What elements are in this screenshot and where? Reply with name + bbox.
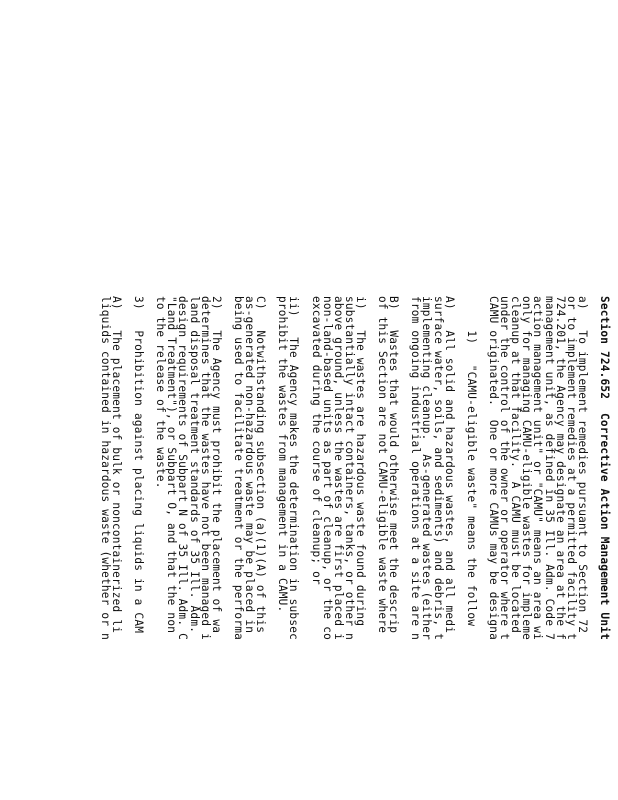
text-line: excavated during the course of cleanup; or <box>309 296 323 585</box>
text-line: above ground, unless the wastes are first placed i <box>331 296 345 640</box>
text-line: non-land-based units as part of cleanup, or the co <box>320 296 334 640</box>
text-line: or to implement remedies at a permitted facility t <box>564 296 578 640</box>
text-line: CAMU originated. One or more CAMUs may be designa <box>487 296 501 640</box>
text-line: i) The wastes are hazardous waste found during <box>353 296 367 627</box>
text-line: C) Notwithstanding subsection (a)(1)(A) of this <box>254 296 268 634</box>
text-line: cleanup at that facility. A CAMU must be located <box>509 296 523 634</box>
text-line: 3) Prohibition against placing liquids in a CAM <box>132 296 146 634</box>
text-line: B) Wastes that would otherwise meet the descrip <box>387 296 401 634</box>
text-line: action management unit" or "CAMU" means an area wi <box>531 296 545 640</box>
paragraph-3A <box>100 296 122 800</box>
text-line: substantially intact containers, tanks, or other n <box>342 296 356 640</box>
text-line: land disposal treatment standards of 35 Ill. Adm. <box>187 296 201 634</box>
text-line: determines that the wastes have not been managed i <box>198 296 212 640</box>
text-line: a) To implement remedies pursuant to Section 72 <box>575 296 589 634</box>
text-line: as-generated non-hazardous waste may be placed in <box>243 296 256 634</box>
text-line: being used to facilitate treatment or the performa <box>231 296 245 640</box>
text-line: 2) The Agency must prohibit the placement of wa <box>209 296 223 634</box>
paragraph-2 <box>155 296 222 800</box>
text-line: only for managing CAMU-eligible wastes for impleme <box>520 296 534 640</box>
text-line: surface water, soils, and sediments) and debris, t <box>431 296 445 640</box>
paragraph-1B <box>377 296 399 800</box>
text-line: to the release of the waste. <box>154 296 168 489</box>
section-heading: Section 724.652 Corrective Action Management Unit <box>598 296 611 640</box>
text-line: A) The placement of bulk or noncontainerized li <box>109 296 123 634</box>
rotated-text-block <box>100 296 610 800</box>
text-line: of this Section are not CAMU-eligible waste where <box>376 296 390 634</box>
text-line: liquids contained in hazardous waste (whether or n <box>98 296 112 640</box>
text-line: prohibit the wastes from management in a CAMU. <box>276 296 290 613</box>
paragraph-1A <box>410 296 454 800</box>
text-line: 724.201, the Agency may designate an area at the f <box>553 296 567 640</box>
text-line: ii) The Agency makes the determination in subsec <box>287 296 301 640</box>
text-line: under the control of the owner or operator where t <box>498 296 512 640</box>
paragraph-3 <box>133 296 144 800</box>
text-line: A) All solid and hazardous wastes, and all medi <box>442 296 456 634</box>
paragraph-1Bii <box>277 296 299 800</box>
paragraph-1Bi <box>310 296 365 800</box>
text-line: management unit, as defined in 35 Ill. Adm. Code 7 <box>542 296 556 640</box>
text-line: design requirements of Subpart N of 35 Ill. Adm. C <box>176 296 190 640</box>
text-line: 1) "CAMU-eligible waste" means the follow <box>464 296 478 627</box>
text-line: from ongoing industrial operations at a site are n <box>409 296 423 640</box>
paragraph-a <box>488 296 588 800</box>
text-line: "Land Treatment"), or Subpart O, and that the non <box>165 296 179 634</box>
paragraph-1C <box>233 296 266 800</box>
paragraph-1 <box>466 296 477 800</box>
text-line: implementing cleanup. As-generated wastes (either <box>420 296 434 640</box>
